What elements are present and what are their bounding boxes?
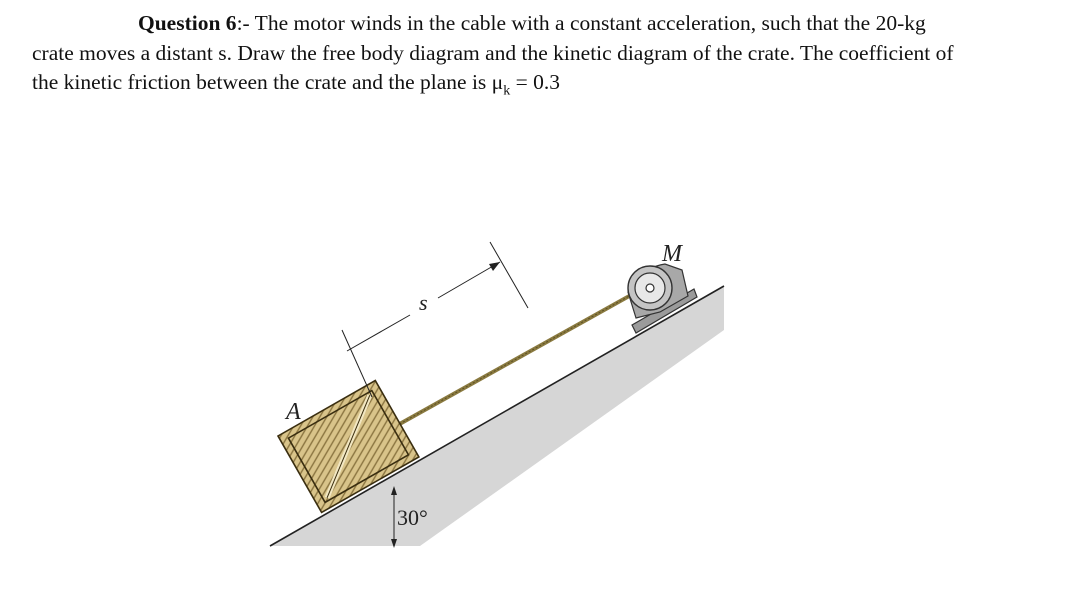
dimension-line-end xyxy=(490,242,528,308)
dimension-line-start xyxy=(342,330,372,397)
crate-label: A xyxy=(286,399,301,425)
question-line-3: the kinetic friction between the crate and the plane is $\mu_k = 0.3$ xyxy=(32,70,560,99)
motor-label: M xyxy=(662,241,682,267)
question-line-2: crate moves a distant s. Draw the free body diagram and the kinetic diagram of the crate. The coefficient of xyxy=(32,40,954,65)
dimension-line-b xyxy=(438,262,500,298)
mu-subscript: k xyxy=(503,83,511,99)
dimension-line-a xyxy=(347,315,410,351)
question-line-1: Question 6:- The motor winds in the cable with a constant acceleration, such that the 20-kg xyxy=(138,11,926,35)
question-label: Question 6 xyxy=(138,11,237,35)
dimension-arrowhead xyxy=(489,262,500,271)
mu-value: = 0.3 xyxy=(510,70,560,94)
distance-label: s xyxy=(419,290,428,315)
mu-symbol: μ xyxy=(491,70,504,94)
angle-label: 30° xyxy=(397,505,428,530)
